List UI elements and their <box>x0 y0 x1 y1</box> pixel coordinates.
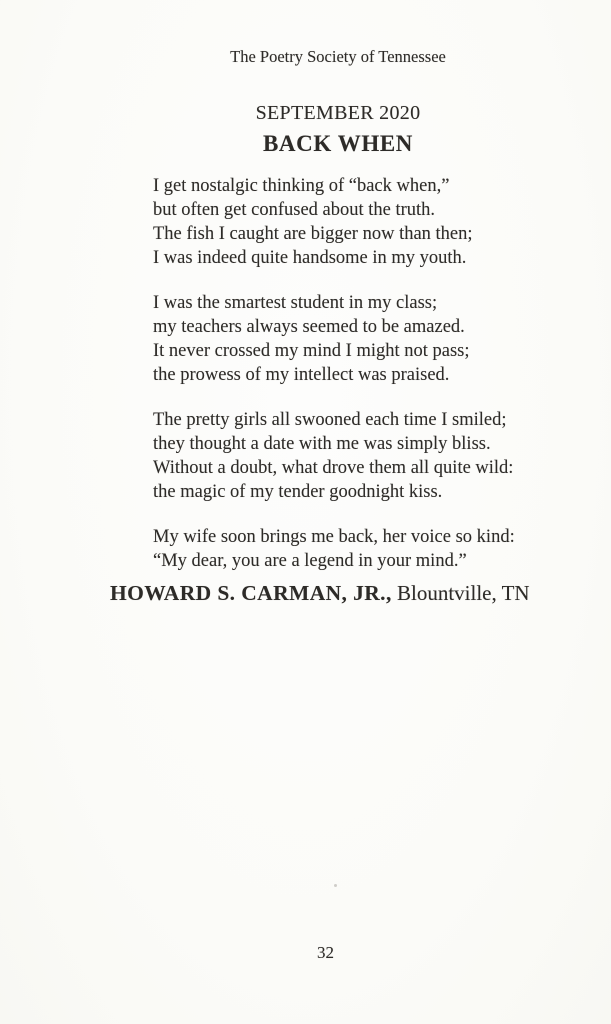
poem-line: The fish I caught are bigger now than then; <box>153 224 473 244</box>
poem-line: It never crossed my mind I might not pass; <box>153 341 470 361</box>
scan-speck <box>334 884 337 887</box>
poem-line: the prowess of my intellect was praised. <box>153 365 450 385</box>
running-header: The Poetry Society of Tennessee <box>230 47 446 66</box>
author-name: HOWARD S. CARMAN, JR., <box>110 581 392 605</box>
poem-line: My wife soon brings me back, her voice so kind: <box>153 527 515 547</box>
stanza-1 <box>153 174 566 270</box>
poem-line: “My dear, you are a legend in your mind.” <box>153 551 467 571</box>
poem-line: my teachers always seemed to be amazed. <box>153 317 465 337</box>
poem-line: I was the smartest student in my class; <box>153 293 438 313</box>
author-line <box>110 580 566 606</box>
poem-line: I was indeed quite handsome in my youth. <box>153 248 467 268</box>
poem-line: The pretty girls all swooned each time I smiled; <box>153 410 507 430</box>
stanza-3 <box>153 408 566 504</box>
text-column <box>110 0 566 606</box>
stanza-4-couplet <box>153 525 566 573</box>
poem-title: BACK WHEN <box>262 131 414 156</box>
poem-line: I get nostalgic thinking of “back when,” <box>153 176 450 196</box>
author-location: Blountville, TN <box>396 581 530 605</box>
issue-title: SEPTEMBER 2020 <box>255 102 421 124</box>
poem-body <box>153 174 566 573</box>
poem-line: they thought a date with me was simply bliss. <box>153 434 491 454</box>
poem-line: but often get confused about the truth. <box>153 200 436 220</box>
poem-line: Without a doubt, what drove them all quite wild: <box>153 458 514 478</box>
page-number: 32 <box>317 943 334 962</box>
poem-line: the magic of my tender goodnight kiss. <box>153 482 443 502</box>
stanza-2 <box>153 291 566 387</box>
